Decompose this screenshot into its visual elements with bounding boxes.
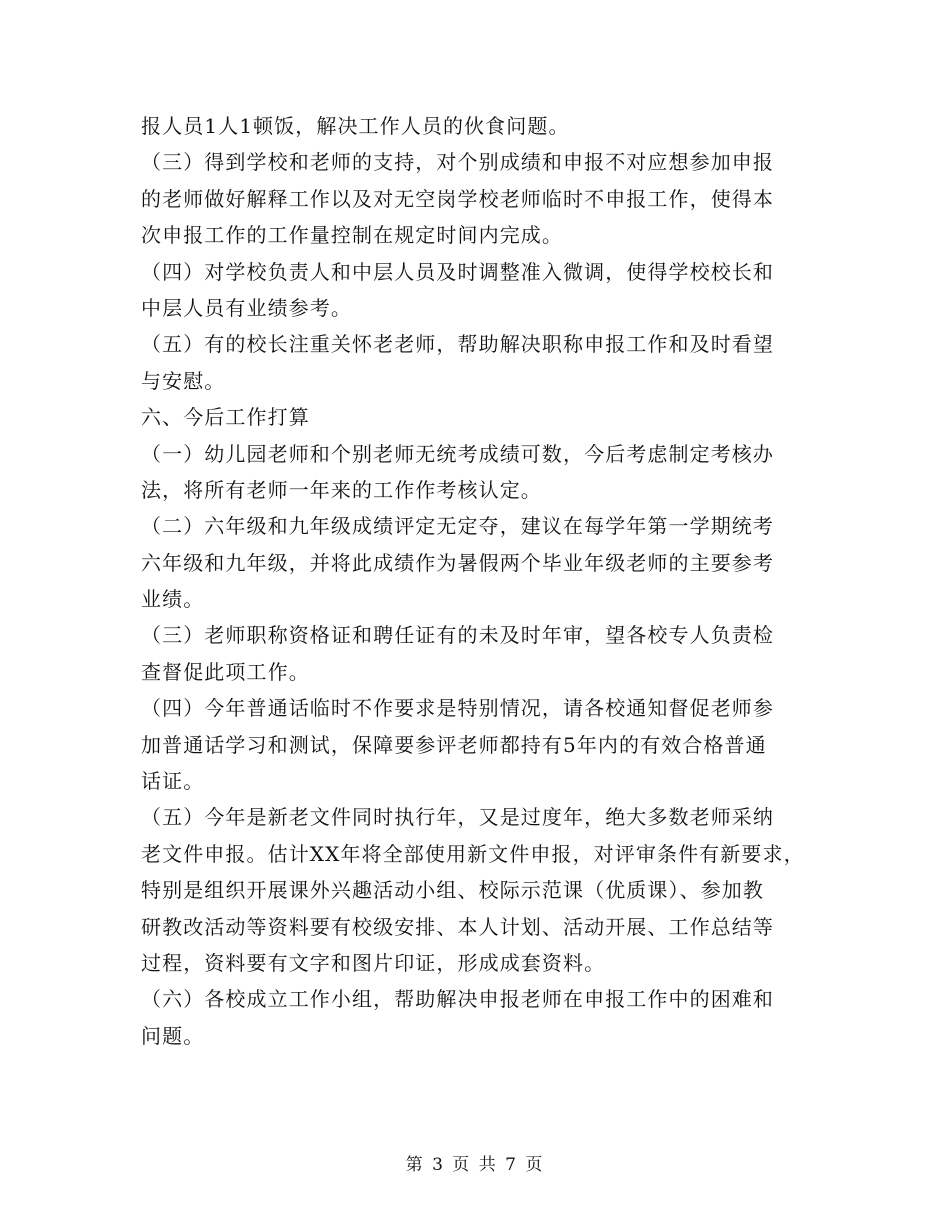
body-line: （四）对学校负责人和中层人员及时调整准入微调，使得学校校长和: [141, 259, 774, 284]
body-line: 老文件申报。估计XX年将全部使用新文件申报，对评审条件有新要求，: [141, 841, 805, 866]
body-line: （一）幼儿园老师和个别老师无统考成绩可数，今后考虑制定考核办: [141, 441, 774, 466]
body-line: 次申报工作的工作量控制在规定时间内完成。: [141, 223, 563, 248]
page-number-footer: 第 3 页 共 7 页: [405, 1155, 545, 1175]
body-line: 法，将所有老师一年来的工作作考核认定。: [141, 477, 542, 502]
body-line: 六年级和九年级，并将此成绩作为暑假两个毕业年级老师的主要参考: [141, 550, 774, 575]
body-line: （三）老师职称资格证和聘任证有的未及时年审，望各校专人负责检: [141, 623, 774, 648]
body-line: 特别是组织开展课外兴趣活动小组、校际示范课（优质课）、参加教: [141, 878, 764, 903]
body-line: 研教改活动等资料要有校级安排、本人计划、活动开展、工作总结等: [141, 914, 774, 939]
body-line: 问题。: [141, 1023, 205, 1048]
body-line: （五）今年是新老文件同时执行年，又是过度年，绝大多数老师采纳: [141, 805, 774, 830]
body-line: （五）有的校长注重关怀老老师，帮助解决职称申报工作和及时看望: [141, 332, 774, 357]
body-line: 话证。: [141, 769, 205, 794]
body-line: （六）各校成立工作小组，帮助解决申报老师在申报工作中的困难和: [141, 987, 774, 1012]
body-line: 业绩。: [141, 587, 205, 612]
body-line: （四）今年普通话临时不作要求是特别情况，请各校通知督促老师参: [141, 696, 774, 721]
body-line: （二）六年级和九年级成绩评定无定夺，建议在每学年第一学期统考: [141, 514, 774, 539]
body-line: 加普通话学习和测试，保障要参评老师都持有5年内的有效合格普通: [141, 732, 767, 757]
body-line: 报人员1人1顿饭，解决工作人员的伙食问题。: [141, 114, 570, 138]
document-body: [141, 108, 821, 1054]
body-line: 与安慰。: [141, 368, 226, 393]
body-line: （三）得到学校和老师的支持，对个别成绩和申报不对应想参加申报: [141, 150, 774, 175]
body-line: 过程，资料要有文字和图片印证，形成成套资料。: [141, 950, 606, 975]
body-line: 中层人员有业绩参考。: [141, 295, 352, 320]
body-line: 的老师做好解释工作以及对无空岗学校老师临时不申报工作，使得本: [141, 186, 774, 211]
body-line: 查督促此项工作。: [141, 659, 310, 684]
section-heading: 六、今后工作打算: [141, 405, 310, 430]
